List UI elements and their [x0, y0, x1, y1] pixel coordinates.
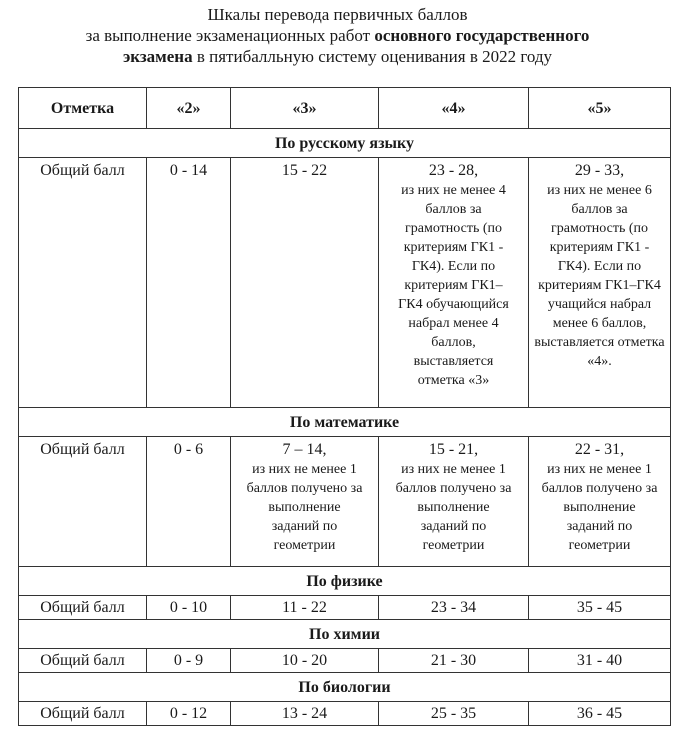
cell-chemistry-4: 21 - 30 — [379, 649, 529, 673]
header-grade-2: «2» — [147, 88, 231, 129]
cell-biology-4: 25 - 35 — [379, 702, 529, 726]
header-row — [19, 88, 671, 129]
cell-math-4-range: 15 - 21, — [428, 441, 479, 458]
cell-math-5-range: 22 - 31, — [574, 441, 625, 458]
grading-table — [18, 87, 671, 726]
row-label: Общий балл — [19, 158, 147, 408]
section-biology — [19, 673, 671, 702]
cell-math-4 — [379, 437, 529, 567]
cell-russian-4-range: 23 - 28, — [428, 162, 479, 179]
row-label: Общий балл — [19, 649, 147, 673]
cell-math-5-note: из них не менее 1 баллов получено за выполнение заданий по геометрии — [541, 462, 658, 553]
cell-math-2: 0 - 6 — [147, 437, 231, 567]
title-line-1: Шкалы перевода первичных баллов — [207, 5, 468, 24]
section-russian — [19, 129, 671, 158]
row-physics — [19, 596, 671, 620]
title-line-2-bold: основного государственного — [374, 26, 590, 45]
row-chemistry — [19, 649, 671, 673]
cell-physics-5: 35 - 45 — [529, 596, 671, 620]
cell-physics-4: 23 - 34 — [379, 596, 529, 620]
cell-math-3-note: из них не менее 1 баллов получено за выполнение заданий по геометрии — [246, 462, 363, 553]
cell-chemistry-5: 31 - 40 — [529, 649, 671, 673]
title-line-2-text: за выполнение экзаменационных работ — [85, 26, 375, 45]
row-russian — [19, 158, 671, 408]
cell-russian-4-note: из них не менее 4 баллов за грамотность (по критериям ГК1 - ГК4). Если по критериям ГК1– ГК4 обучающийся набрал менее 4 баллов, выставляется отметка «3» — [398, 183, 509, 388]
cell-physics-2: 0 - 10 — [147, 596, 231, 620]
title-line-3-text: в пятибалльную систему оценивания в 2022 году — [192, 47, 553, 66]
cell-russian-3: 15 - 22 — [231, 158, 379, 408]
title-line-3 — [0, 46, 675, 67]
row-biology — [19, 702, 671, 726]
header-grade-4: «4» — [379, 88, 529, 129]
document-title — [0, 4, 675, 67]
row-label: Общий балл — [19, 702, 147, 726]
cell-russian-2: 0 - 14 — [147, 158, 231, 408]
cell-chemistry-2: 0 - 9 — [147, 649, 231, 673]
section-title-biology: По биологии — [19, 673, 671, 702]
cell-biology-2: 0 - 12 — [147, 702, 231, 726]
cell-russian-5-note: из них не менее 6 баллов за грамотность (по критериям ГК1 - ГК4). Если по критериям ГК1–ГК4 учащийся набрал менее 6 баллов, выставляется отметка «4». — [534, 183, 665, 369]
section-physics — [19, 567, 671, 596]
section-title-math: По математике — [19, 408, 671, 437]
cell-math-3 — [231, 437, 379, 567]
cell-biology-5: 36 - 45 — [529, 702, 671, 726]
cell-physics-3: 11 - 22 — [231, 596, 379, 620]
cell-russian-5 — [529, 158, 671, 408]
header-grade: Отметка — [19, 88, 147, 129]
section-title-russian: По русскому языку — [19, 129, 671, 158]
cell-math-3-range: 7 – 14, — [282, 441, 327, 458]
title-line-3-bold: экзамена — [122, 47, 193, 66]
row-label: Общий балл — [19, 437, 147, 567]
cell-biology-3: 13 - 24 — [231, 702, 379, 726]
row-math — [19, 437, 671, 567]
header-grade-5: «5» — [529, 88, 671, 129]
section-math — [19, 408, 671, 437]
header-grade-3: «3» — [231, 88, 379, 129]
row-label: Общий балл — [19, 596, 147, 620]
cell-russian-4 — [379, 158, 529, 408]
cell-math-5 — [529, 437, 671, 567]
cell-chemistry-3: 10 - 20 — [231, 649, 379, 673]
cell-math-4-note: из них не менее 1 баллов получено за выполнение заданий по геометрии — [395, 462, 512, 553]
section-title-physics: По физике — [19, 567, 671, 596]
cell-russian-5-range: 29 - 33, — [574, 162, 625, 179]
title-line-2 — [0, 25, 675, 46]
section-title-chemistry: По химии — [19, 620, 671, 649]
section-chemistry — [19, 620, 671, 649]
